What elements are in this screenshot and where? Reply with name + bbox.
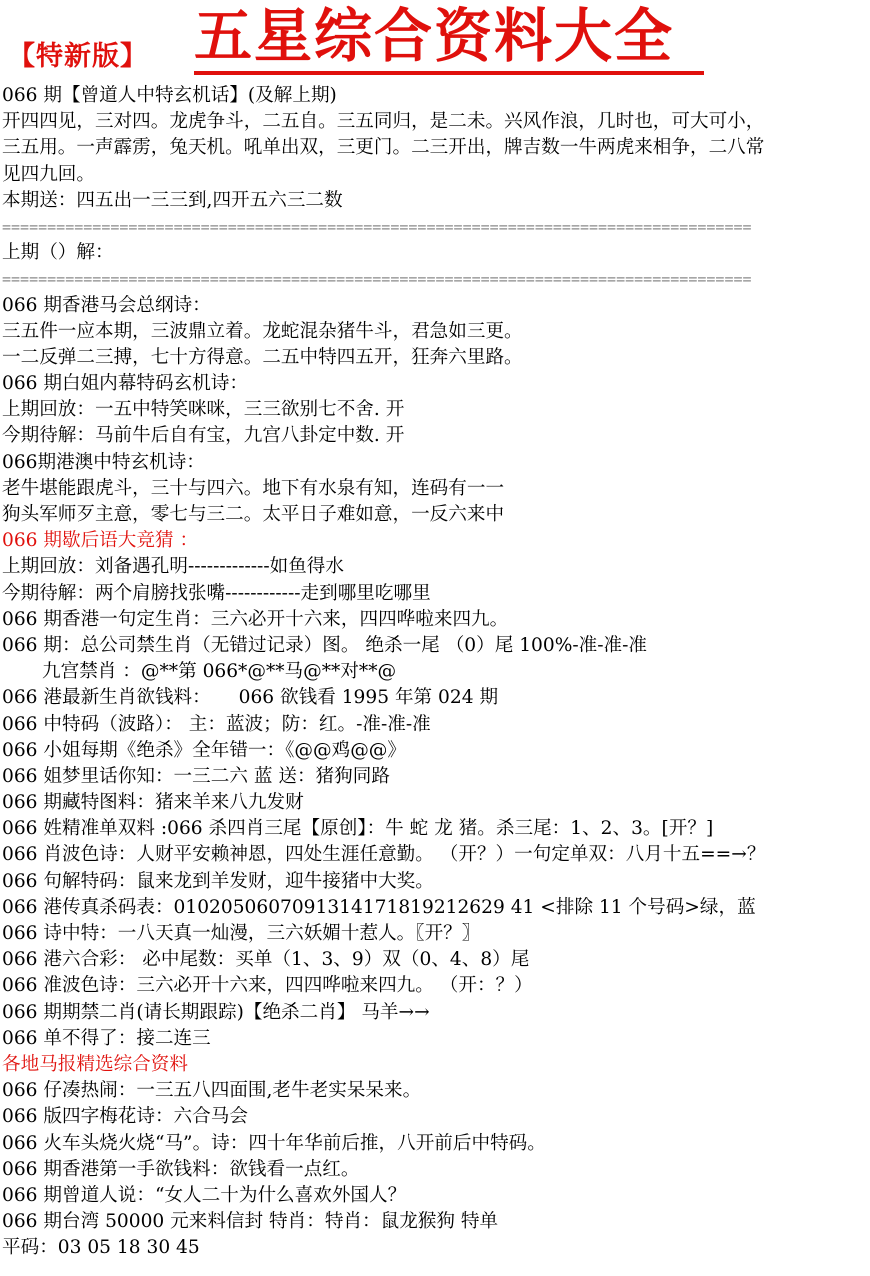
text-line: 九宫禁肖 ：@**第 066*@**马@**对**@ <box>42 661 397 683</box>
section-heading: 各地马报精选综合资料 <box>2 1053 188 1075</box>
text-line: 066 姓精准单双料 :066 杀四肖三尾【原创】：牛 蛇 龙 猪。杀三尾：1、2、3。[开？] <box>2 818 714 840</box>
page-header <box>0 0 870 86</box>
text-line: 狗头军师歹主意，零七与三二。太平日子难如意，一反六来中 <box>2 504 505 525</box>
text-line: 066 肖波色诗：人财平安赖神恩，四处生涯任意勤。 （开？）一句定单双：八月十五==→？ <box>2 844 766 866</box>
text-line: 066 中特码（波路）： 主：蓝波；防：红。-准-准-准 <box>2 713 431 735</box>
page-title: 五星综合资料大全 <box>194 2 675 70</box>
text-line: 066 期曾道人说：“女人二十为什么喜欢外国人？ <box>2 1184 407 1206</box>
separator-line: =================================================================================== <box>2 217 752 236</box>
text-line: 今期待解：两个肩膀找张嘴------------走到哪里吃哪里 <box>2 582 431 604</box>
text-line: 066 港传真杀码表：0102050607091314171819212629 41 <排除 11 个号码>绿，蓝 <box>2 896 756 918</box>
text-line: 066 诗中特：一八天真一灿漫，三六妖媚十惹人。〖开？〗 <box>2 923 481 944</box>
text-line: 一二反弹二三搏，七十方得意。二五中特四五开，狂奔六里路。 <box>2 346 523 368</box>
text-line: 三五用。一声霹雳，兔天机。吼单出双，三更门。二三开出，牌吉数一牛两虎来相争，二八常 <box>2 137 765 159</box>
text-line: 老牛堪能跟虎斗，三十与四六。地下有水泉有知，连码有一一 <box>2 477 505 499</box>
text-line: 066 准波色诗：三六必开十六来，四四哗啦来四九。 （开：？） <box>2 975 533 997</box>
text-line: 066 小姐每期《绝杀》全年错一：《@@鸡@@》 <box>2 739 406 761</box>
text-line: 平码：03 05 18 30 45 <box>2 1237 200 1259</box>
text-line: 066 期：总公司禁生肖（无错过记录）图。 绝杀一尾 （0）尾 100%-准-准-准 <box>2 634 647 656</box>
text-line: 066 期【曾道人中特玄机话】(及解上期) <box>2 85 337 106</box>
separator-line: =================================================================================== <box>2 270 752 289</box>
text-line: 066 期藏特图料：猪来羊来八九发财 <box>2 792 304 814</box>
text-line: 见四九回。 <box>2 163 95 185</box>
text-line: 开四四见，三对四。龙虎争斗，二五自。三五同归，是二未。兴风作浪，几时也，可大可小， <box>2 111 765 133</box>
text-line: 066期港澳中特玄机诗： <box>2 451 205 473</box>
text-line: 066 期期禁二肖(请长期跟踪)【绝杀二肖】 马羊→→ <box>2 1001 430 1023</box>
text-line: 066 火车头烧火烧“马”。诗：四十年华前后推，八开前后中特码。 <box>2 1132 546 1154</box>
text-line: 066 姐梦里话你知：一三二六 蓝 送：猪狗同路 <box>2 765 390 787</box>
text-line: 066 版四字梅花诗：六合马会 <box>2 1106 248 1128</box>
text-line: 066 期香港第一手欲钱料：欲钱看一点红。 <box>2 1158 360 1180</box>
text-line: 066 期香港一句定生肖：三六必开十六来，四四哗啦来四九。 <box>2 608 509 630</box>
text-line: 上期（）解： <box>2 242 114 264</box>
text-line: 066 句解特码：鼠来龙到羊发财，迎牛接猪中大奖。 <box>2 870 434 892</box>
text-line: 三五件一应本期，三波鼎立着。龙蛇混杂猪牛斗，君急如三更。 <box>2 320 523 342</box>
text-line: 上期回放：一五中特笑咪咪，三三欲别七不舍. 开 <box>2 399 405 421</box>
text-line: 066 单不得了：接二连三 <box>2 1027 211 1049</box>
section-heading: 066 期歇后语大竞猜 ： <box>2 530 199 552</box>
edition-badge: 【特新版】 <box>8 41 148 72</box>
text-line: 066 期白姐内幕特码玄机诗： <box>2 373 248 395</box>
text-line: 066 仔凑热闹：一三五八四面围,老牛老实呆呆来。 <box>2 1080 422 1102</box>
text-line: 上期回放：刘备遇孔明-------------如鱼得水 <box>2 556 344 578</box>
text-line: 066 港最新生肖欲钱料： 066 欲钱看 1995 年第 024 期 <box>2 687 499 709</box>
title-underline <box>194 71 704 75</box>
text-line: 066 期香港马会总纲诗： <box>2 294 211 316</box>
text-line: 本期送：四五出一三三到,四开五六三二数 <box>2 189 343 211</box>
document-body <box>2 83 868 1261</box>
text-line: 今期待解：马前牛后自有宝，九宫八卦定中数. 开 <box>2 425 405 447</box>
text-line: 066 港六合彩： 必中尾数：买单（1、3、9）双（0、4、8）尾 <box>2 949 530 971</box>
text-line: 066 期台湾 50000 元来料信封 特肖：特肖：鼠龙猴狗 特单 <box>2 1211 499 1233</box>
